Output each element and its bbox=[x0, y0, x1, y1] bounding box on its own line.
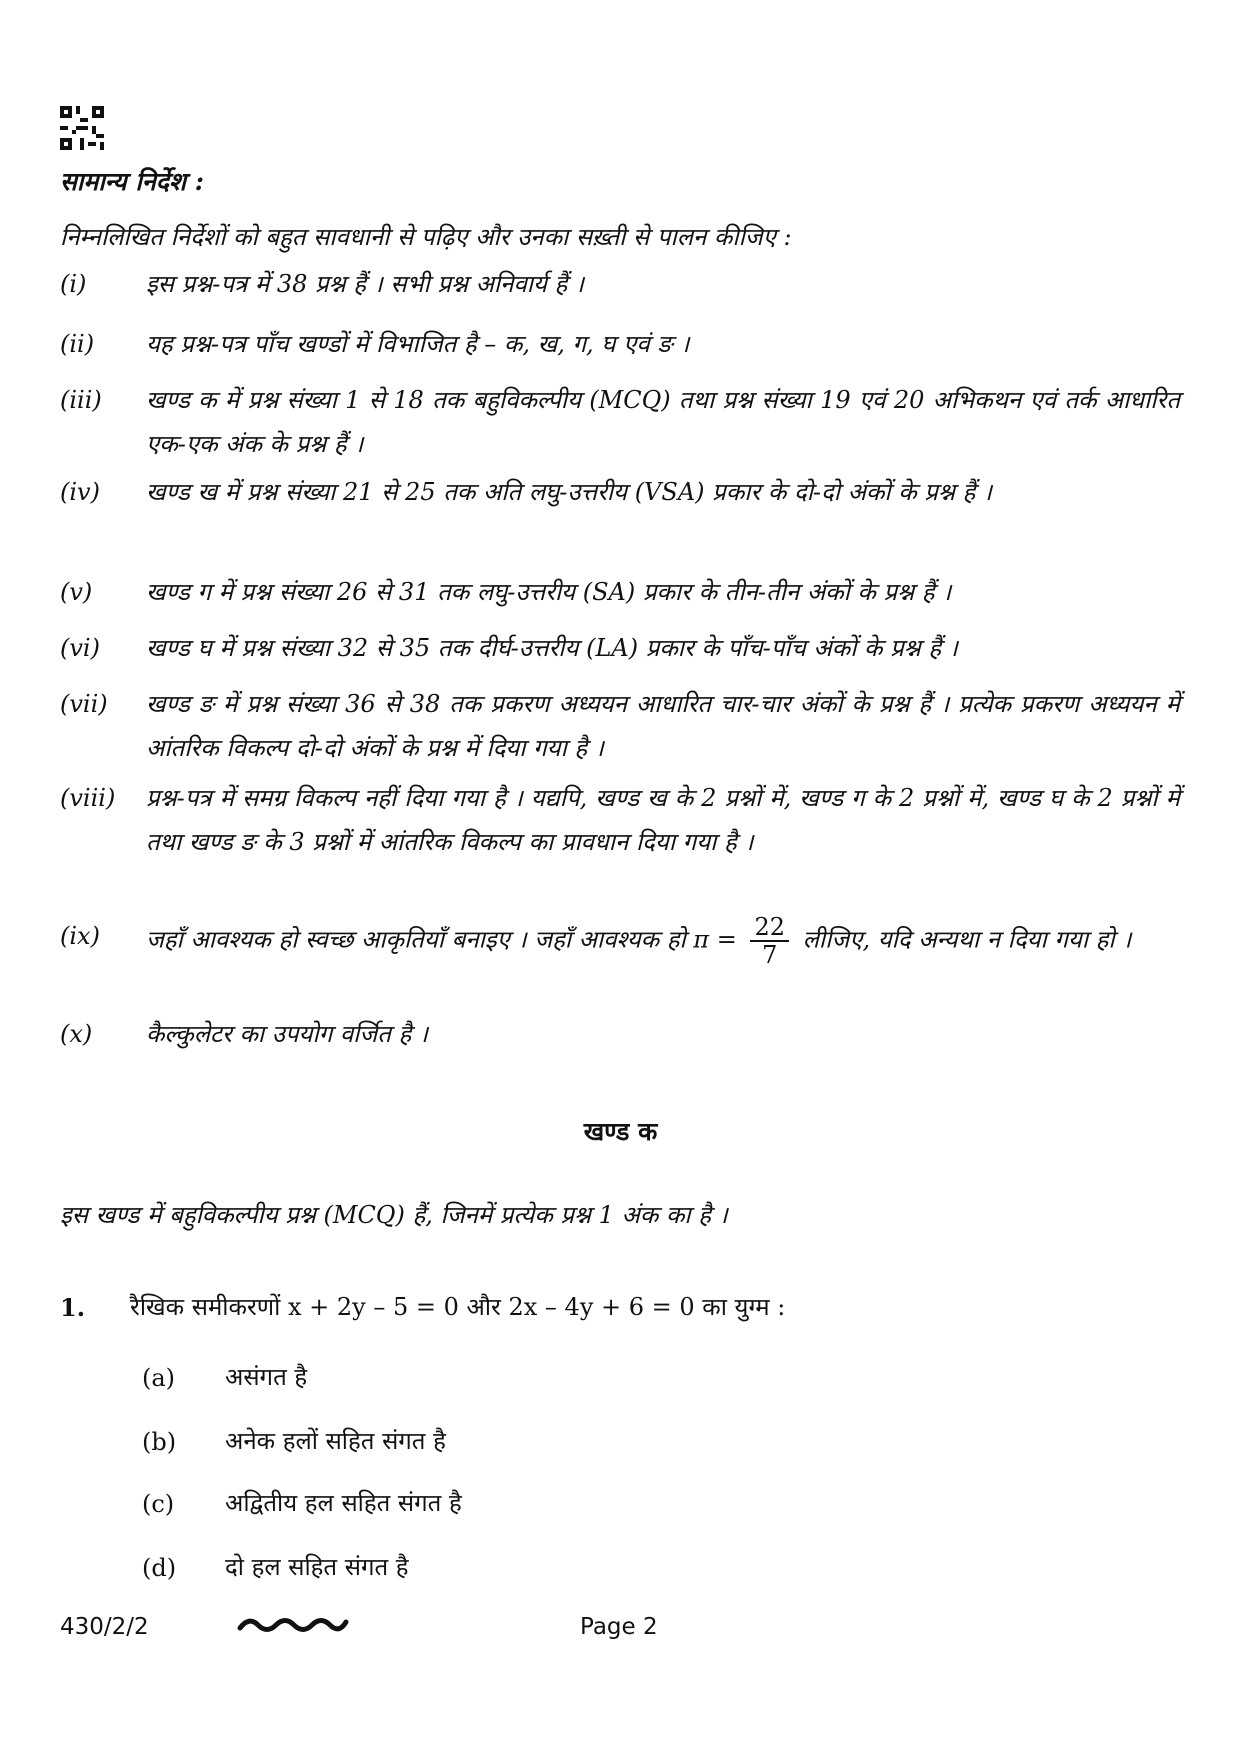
instruction-vii bbox=[60, 682, 1180, 770]
question-text: रैखिक समीकरणों x + 2y – 5 = 0 और 2x – 4y + 6 = 0 का युग्म : bbox=[130, 1293, 786, 1321]
fraction-denominator: 7 bbox=[762, 941, 778, 969]
page-number: Page 2 bbox=[580, 1614, 658, 1640]
instruction-text: कैल्कुलेटर का उपयोग वर्जित है । bbox=[146, 1020, 428, 1048]
instruction-number: (x) bbox=[60, 1020, 93, 1048]
instruction-number: (ii) bbox=[60, 330, 95, 358]
pi-fraction bbox=[750, 914, 789, 968]
instruction-number: (i) bbox=[60, 270, 87, 298]
qr-code-icon bbox=[60, 106, 104, 150]
option-label-a: (a) bbox=[142, 1364, 176, 1392]
instruction-ix bbox=[60, 914, 1180, 968]
instruction-ii bbox=[60, 322, 1180, 366]
instruction-text: इस प्रश्न-पत्र में 38 प्रश्न हैं । सभी प्रश्न अनिवार्य हैं । bbox=[146, 270, 585, 298]
section-title: खण्ड क bbox=[583, 1117, 658, 1146]
instruction-vi bbox=[60, 626, 1180, 670]
instruction-text: खण्ड ङ में प्रश्न संख्या 36 से 38 तक प्रकरण अध्ययन आधारित चार-चार अंकों के प्रश्न हैं । प्रत्येक प्रकरण अध्ययन में आंतरिक विकल्प दो-दो अंकों के प्रश्न में दिया गया है । bbox=[146, 690, 1180, 762]
instruction-text: खण्ड क में प्रश्न संख्या 1 से 18 तक बहुविकल्पीय (MCQ) तथा प्रश्न संख्या 19 एवं 20 अभिकथन एवं तर्क आधारित एक-एक अंक के प्रश्न हैं । bbox=[146, 386, 1180, 458]
option-text-a: असंगत है bbox=[225, 1363, 308, 1391]
fraction-numerator: 22 bbox=[750, 914, 789, 942]
instruction-iv bbox=[60, 470, 1180, 514]
instruction-number: (viii) bbox=[60, 784, 116, 812]
instruction-v bbox=[60, 570, 1180, 614]
option-label-c: (c) bbox=[142, 1490, 175, 1518]
general-instructions-intro: निम्नलिखित निर्देशों को बहुत सावधानी से पढ़िए और उनका सख़्ती से पालन कीजिए : bbox=[60, 223, 792, 251]
instruction-number: (vi) bbox=[60, 634, 100, 662]
instruction-number: (v) bbox=[60, 578, 93, 606]
instruction-text-before: जहाँ आवश्यक हो स्वच्छ आकृतियाँ बनाइए । जहाँ आवश्यक हो π = bbox=[146, 925, 737, 954]
instruction-text bbox=[146, 914, 1180, 968]
option-text-b: अनेक हलों सहित संगत है bbox=[225, 1427, 446, 1455]
section-intro: इस खण्ड में बहुविकल्पीय प्रश्न (MCQ) हैं, जिनमें प्रत्येक प्रश्न 1 अंक का है । bbox=[60, 1201, 728, 1229]
general-instructions-heading: सामान्य निर्देश : bbox=[60, 167, 204, 196]
instruction-text-after: लीजिए, यदि अन्यथा न दिया गया हो । bbox=[802, 925, 1132, 954]
paper-code: 430/2/2 bbox=[60, 1614, 149, 1640]
instruction-number: (ix) bbox=[60, 922, 100, 950]
question-number: 1. bbox=[60, 1293, 86, 1322]
option-label-d: (d) bbox=[142, 1554, 177, 1582]
instruction-number: (vii) bbox=[60, 690, 108, 718]
instruction-text: यह प्रश्न-पत्र पाँच खण्डों में विभाजित है – क, ख, ग, घ एवं ङ । bbox=[146, 330, 690, 358]
instruction-number: (iii) bbox=[60, 386, 102, 414]
instruction-x bbox=[60, 1012, 1180, 1056]
instruction-text: खण्ड घ में प्रश्न संख्या 32 से 35 तक दीर्घ-उत्तरीय (LA) प्रकार के पाँच-पाँच अंकों के प्रश्न हैं । bbox=[146, 634, 958, 662]
instruction-viii bbox=[60, 776, 1180, 864]
instruction-i bbox=[60, 262, 1180, 306]
instruction-text: प्रश्न-पत्र में समग्र विकल्प नहीं दिया गया है । यद्यपि, खण्ड ख के 2 प्रश्नों में, खण्ड ग के 2 प्रश्नों में, खण्ड घ के 2 प्रश्नों में तथा खण्ड ङ के 3 प्रश्नों में आंतरिक विकल्प का प्रावधान दिया गया है । bbox=[146, 784, 1180, 856]
instruction-text: खण्ड ग में प्रश्न संख्या 26 से 31 तक लघु-उत्तरीय (SA) प्रकार के तीन-तीन अंकों के प्रश्न हैं । bbox=[146, 578, 952, 606]
option-label-b: (b) bbox=[142, 1428, 177, 1456]
instruction-iii bbox=[60, 378, 1180, 466]
option-text-d: दो हल सहित संगत है bbox=[225, 1553, 409, 1581]
instruction-number: (iv) bbox=[60, 478, 100, 506]
instruction-text: खण्ड ख में प्रश्न संख्या 21 से 25 तक अति लघु-उत्तरीय (VSA) प्रकार के दो-दो अंकों के प्रश्न हैं । bbox=[146, 478, 993, 506]
wave-ornament-icon bbox=[236, 1612, 350, 1638]
option-text-c: अद्वितीय हल सहित संगत है bbox=[225, 1489, 462, 1517]
